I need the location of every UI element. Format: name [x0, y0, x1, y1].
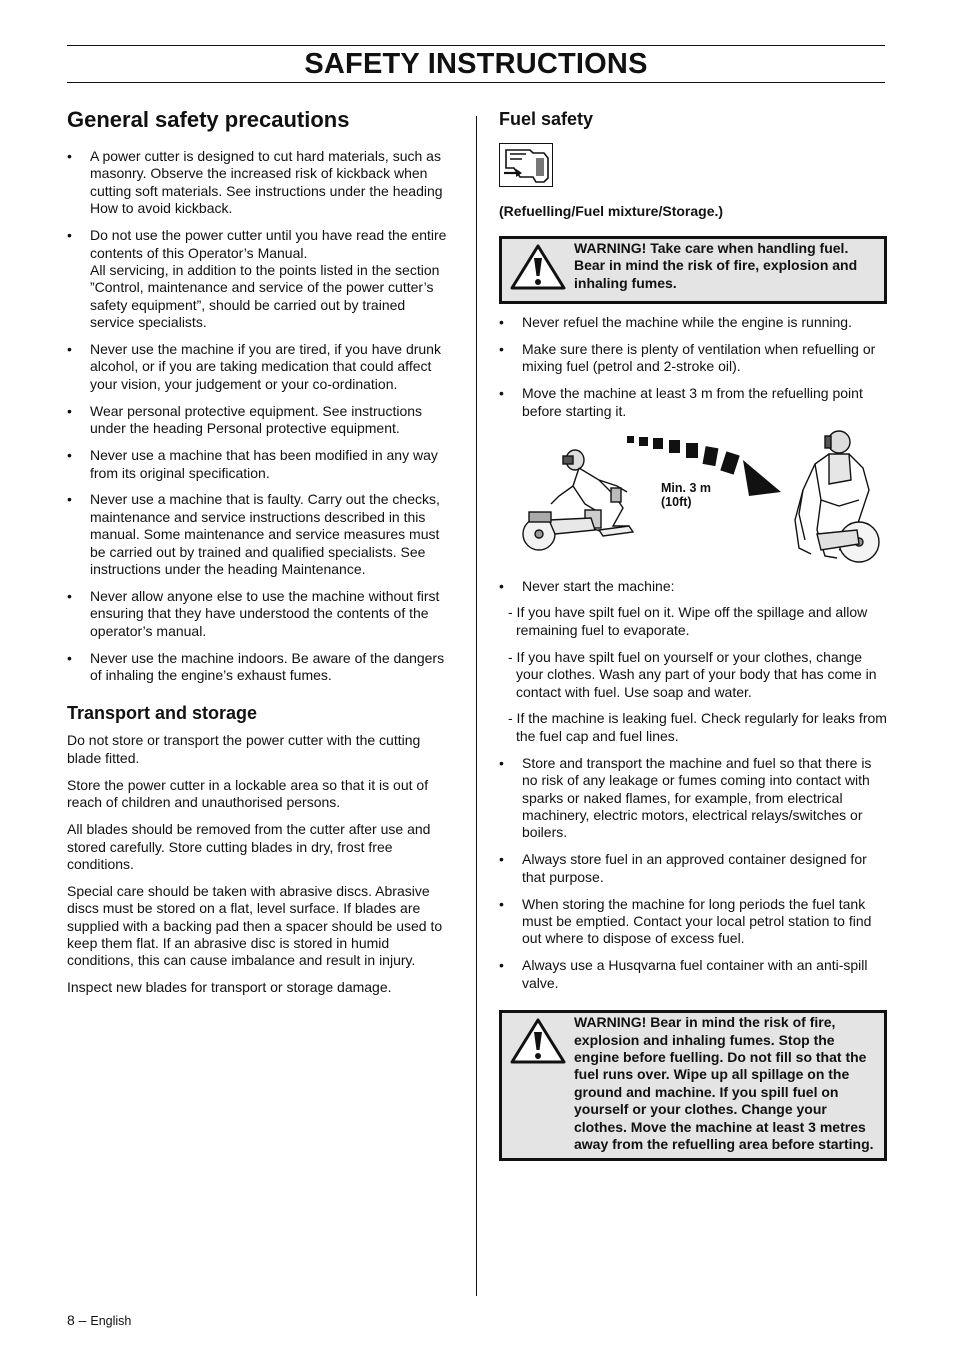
list-item: • Never use a machine that has been modified in any way from its original specification. [67, 447, 453, 482]
paragraph: Inspect new blades for transport or storage damage. [67, 979, 392, 996]
fuel-safety-heading: Fuel safety [499, 109, 594, 129]
page-title: SAFETY INSTRUCTIONS [304, 48, 648, 80]
list-item: • Move the machine at least 3 m from the refuelling point before starting it. [499, 385, 887, 420]
general-safety-list [67, 148, 453, 684]
list-item: • Make sure there is plenty of ventilation when refuelling or mixing fuel (petrol and 2-stroke oil). [499, 341, 887, 376]
warning-box [499, 236, 887, 304]
warning-text: WARNING! Take care when handling fuel. Bear in mind the risk of fire, explosion and inhaling fumes. [574, 240, 858, 291]
dash-item: - If you have spilt fuel on yourself or your clothes, change your clothes. Wash any part of your body that has come in contact with fuel. Use soap and water. [508, 648, 877, 700]
list-item: • Store and transport the machine and fuel so that there is no risk of any leakage or fumes coming into contact with sparks or naked flames, for example, from electrical machinery, electric motors, electrical relays/switches or boilers. [499, 755, 887, 842]
list-item: • Never allow anyone else to use the machine without first ensuring that they have understood the contents of the operator’s manual. [67, 588, 453, 640]
list-item: • Never use a machine that is faulty. Carry out the checks, maintenance and service instructions described in this manual. Some maintenance and service measures must be carried out by trained and qualified specialists. See instructions under the heading Maintenance. [67, 491, 453, 578]
warning-icon [502, 239, 574, 291]
list-item: • Never use the machine if you are tired, if you have drunk alcohol, or if you are taking medication that could affect your vision, your judgement or your co-ordination. [67, 341, 453, 393]
page-header [67, 45, 885, 83]
page-footer [67, 1312, 131, 1328]
list-item: • Always use a Husqvarna fuel container with an anti-spill valve. [499, 957, 887, 992]
list-item: • A power cutter is designed to cut hard materials, such as masonry. Observe the increased risk of kickback when cutting soft materials. See instructions under the heading How to avoid kickback. [67, 148, 453, 218]
column-divider [476, 116, 477, 1296]
dash-item: - If you have spilt fuel on it. Wipe off the spillage and allow remaining fuel to evaporate. [508, 604, 868, 638]
footer-language: English [90, 1314, 132, 1328]
never-start-list [499, 578, 887, 595]
paragraph: Do not store or transport the power cutter with the cutting blade fitted. [67, 732, 421, 766]
list-item: • Wear personal protective equipment. See instructions under the heading Personal protective equipment. [67, 403, 453, 438]
list-item: • Never refuel the machine while the engine is running. [499, 314, 887, 331]
list-item: • Never use the machine indoors. Be aware of the dangers of inhaling the engine’s exhaust fumes. [67, 650, 453, 685]
storage-list [499, 755, 887, 992]
transport-storage-heading: Transport and storage [67, 703, 258, 724]
page-number: 8 – [67, 1312, 87, 1328]
list-item: • When storing the machine for long periods the fuel tank must be emptied. Contact your local petrol station to find out where to dispose of excess fuel. [499, 896, 887, 948]
warning-box [499, 1010, 887, 1161]
list-item: • Always store fuel in an approved container designed for that purpose. [499, 851, 887, 886]
refuel-distance-illustration [499, 430, 887, 570]
paragraph: Store the power cutter in a lockable area so that it is out of reach of children and unauthorised persons. [67, 776, 429, 811]
general-safety-heading: General safety precautions [67, 107, 350, 132]
right-column [499, 104, 887, 1161]
refuel-list [499, 314, 887, 420]
fuel-subtitle: (Refuelling/Fuel mixture/Storage.) [499, 203, 724, 219]
dash-item: - If the machine is leaking fuel. Check regularly for leaks from the fuel cap and fuel lines. [508, 710, 887, 744]
list-item: • Do not use the power cutter until you have read the entire contents of this Operator’s Manual. All servicing, in addition to the points listed in the section ”Control, maintenance and service of the power cutter’s safety equipment”, should be carried out by trained service specialists. [67, 227, 453, 331]
fuel-can-icon [499, 143, 553, 187]
warning-text: WARNING! Bear in mind the risk of fire, explosion and inhaling fumes. Stop the engine before fuelling. Do not fill so that the fuel runs over. Wipe up all spillage on the ground and machine. If you spill fuel on yourself or your clothes. Change your clothes. Move the machine at least 3 metres away from the refuelling area before starting. [574, 1014, 874, 1152]
paragraph: Special care should be taken with abrasive discs. Abrasive discs must be stored on a flat, level surface. If blades are supplied with a backing pad then a spacer should be used to keep them flat. If an abrasive disc is stored in humid conditions, this can cause imbalance and result in injury. [67, 882, 443, 969]
list-item: • Never start the machine: [499, 578, 887, 595]
warning-icon [502, 1013, 574, 1065]
left-column [67, 104, 453, 1006]
distance-label: Min. 3 m (10ft) [661, 480, 712, 509]
paragraph: All blades should be removed from the cutter after use and stored carefully. Store cutting blades in dry, frost free conditions. [67, 821, 431, 872]
